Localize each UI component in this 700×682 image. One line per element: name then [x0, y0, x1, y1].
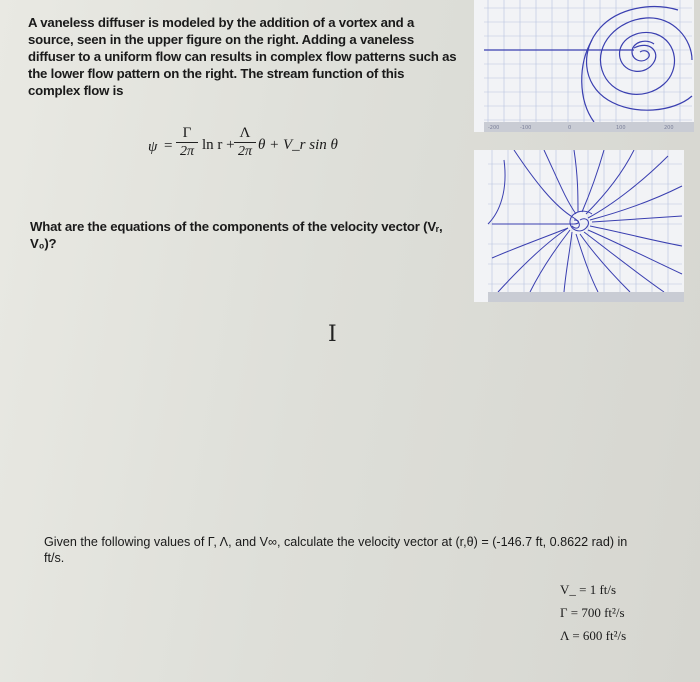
svg-text:100: 100 [616, 125, 626, 131]
svg-text:0: 0 [568, 125, 572, 131]
svg-text:200: 200 [664, 125, 674, 131]
svg-text:-200: -200 [488, 125, 500, 131]
value-gamma: Γ = 700 ft²/s [560, 605, 625, 620]
lower-plot-svg [474, 150, 684, 302]
svg-text:-100: -100 [520, 125, 532, 131]
given-values-list [560, 578, 680, 647]
psi-symbol: ψ [148, 139, 158, 155]
log-term: ln r + [202, 137, 235, 153]
text-cursor-icon: I [328, 322, 337, 347]
vortex-source-streamline-plot [474, 0, 694, 132]
fraction-gamma: Γ 2π [176, 126, 198, 159]
question-text: What are the equations of the components of the velocity vector (Vᵣ, V₀)? [30, 219, 443, 251]
fraction-lambda: Λ 2π [234, 126, 256, 159]
value-lambda: Λ = 600 ft²/s [560, 628, 627, 643]
angle-and-uniform-term: θ + V_r sin θ [258, 137, 338, 153]
given-values-prompt: Given the following values of Γ, Λ, and V∞, calculate the velocity vector at (r,θ) = (-146.7 ft, 0.8622 rad) in ft/s. [44, 535, 628, 565]
intro-paragraph: A vaneless diffuser is modeled by the addition of a vortex and a source, seen in the upper figure on the right. Adding a vaneless diffuser to a uniform flow can results in complex flow patterns such as the lower flow pattern on the right. The stream function of this complex flow is [28, 15, 457, 98]
uniform-flow-streamline-plot [474, 150, 684, 302]
upper-plot-svg [474, 0, 694, 132]
value-vinf: V_ = 1 ft/s [560, 582, 617, 597]
stream-function-equation [148, 126, 428, 166]
equals-sign: = [164, 138, 173, 154]
